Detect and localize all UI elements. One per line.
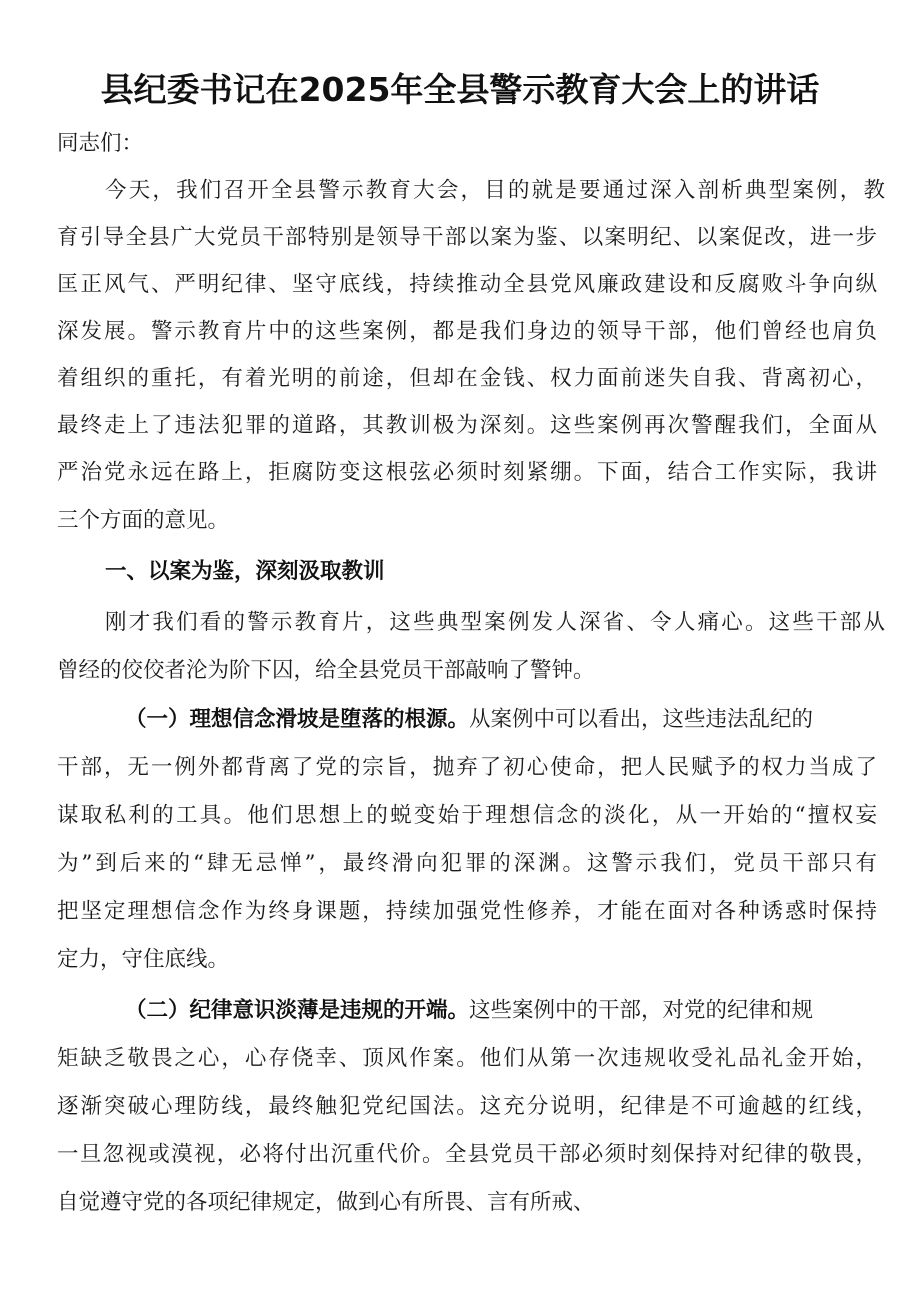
paragraph-line: 定力，守住底线。	[57, 947, 230, 972]
paragraph-line	[57, 316, 877, 348]
line-text: 把坚定理想信念作为终身课题，持续加强党性修养，才能在面对各种诱惑时保持	[57, 899, 877, 924]
paragraph-line	[57, 848, 877, 880]
line-text: 刚才我们看的警示教育片，这些典型案例发人深省、令人痛心。这些干部从	[105, 610, 885, 635]
line-text: 干部，无一例外都背离了党的宗旨，抛弃了初心使命，把人民赋予的权力当成了	[57, 755, 877, 780]
line-text: 严治党永远在路上，拒腐防变这根弦必须时刻紧绷。下面，结合工作实际，我讲	[57, 460, 877, 485]
line-text: 矩缺乏敬畏之心，心存侥幸、顶风作案。他们从第一次违规收受礼品礼金开始，	[57, 1046, 877, 1071]
line-text: 逐渐突破心理防线，最终触犯党纪国法。这充分说明，纪律是不可逾越的红线，	[57, 1094, 877, 1119]
paragraph-line	[57, 457, 877, 489]
line-text: 着组织的重托，有着光明的前途，但却在金钱、权力面前迷失自我、背离初心，	[57, 366, 877, 391]
paragraph-line	[57, 269, 877, 301]
paragraph-line	[57, 1139, 877, 1171]
paragraph-line	[57, 363, 877, 395]
document-title: 县纪委书记在2025年全县警示教育大会上的讲话	[100, 70, 820, 109]
line-text: 从案例中可以看出，这些违法乱纪的	[469, 707, 814, 732]
subsection-heading: （一）理想信念滑坡是堕落的根源。	[125, 707, 470, 732]
section-heading: 一、以案为鉴，深刻汲取教训	[105, 559, 385, 584]
subsection-heading: （二）纪律意识淡薄是违规的开端。	[125, 998, 470, 1023]
paragraph-line	[57, 410, 877, 442]
line-text: 最终走上了违法犯罪的道路，其教训极为深刻。这些案例再次警醒我们，全面从	[57, 413, 877, 438]
paragraph-line	[57, 1091, 877, 1123]
paragraph-line: 曾经的佼佼者沦为阶下囚，给全县党员干部敲响了警钟。	[57, 658, 595, 683]
line-text: 深发展。警示教育片中的这些案例，都是我们身边的领导干部，他们曾经也肩负	[57, 319, 877, 344]
paragraph-line	[57, 800, 877, 832]
paragraph-line	[57, 752, 877, 784]
line-text: 为”到后来的“肆无忌惮”，最终滑向犯罪的深渊。这警示我们，党员干部只有	[57, 851, 877, 876]
paragraph-line: 三个方面的意见。	[57, 508, 230, 533]
line-text: 谋取私利的工具。他们思想上的蜕变始于理想信念的淡化，从一开始的“擅权妄	[57, 803, 877, 828]
subsection-first-line	[125, 704, 813, 736]
paragraph-line	[57, 896, 877, 928]
line-text: 这些案例中的干部，对党的纪律和规	[469, 998, 814, 1023]
subsection-first-line	[125, 995, 813, 1027]
line-text: 匡正风气、严明纪律、坚守底线，持续推动全县党风廉政建设和反腐败斗争向纵	[57, 272, 877, 297]
greeting: 同志们：	[57, 131, 144, 156]
line-text: 今天，我们召开全县警示教育大会，目的就是要通过深入剖析典型案例，教	[105, 178, 885, 203]
paragraph-line	[57, 1043, 877, 1075]
paragraph-line	[57, 222, 877, 254]
paragraph-line	[105, 175, 885, 207]
paragraph-line	[105, 607, 885, 639]
paragraph-line: 自觉遵守党的各项纪律规定，做到心有所畏、言有所戒、	[57, 1190, 595, 1215]
line-text: 一旦忽视或漠视，必将付出沉重代价。全县党员干部必须时刻保持对纪律的敬畏，	[57, 1142, 877, 1167]
line-text: 育引导全县广大党员干部特别是领导干部以案为鉴、以案明纪、以案促改，进一步	[57, 225, 877, 250]
